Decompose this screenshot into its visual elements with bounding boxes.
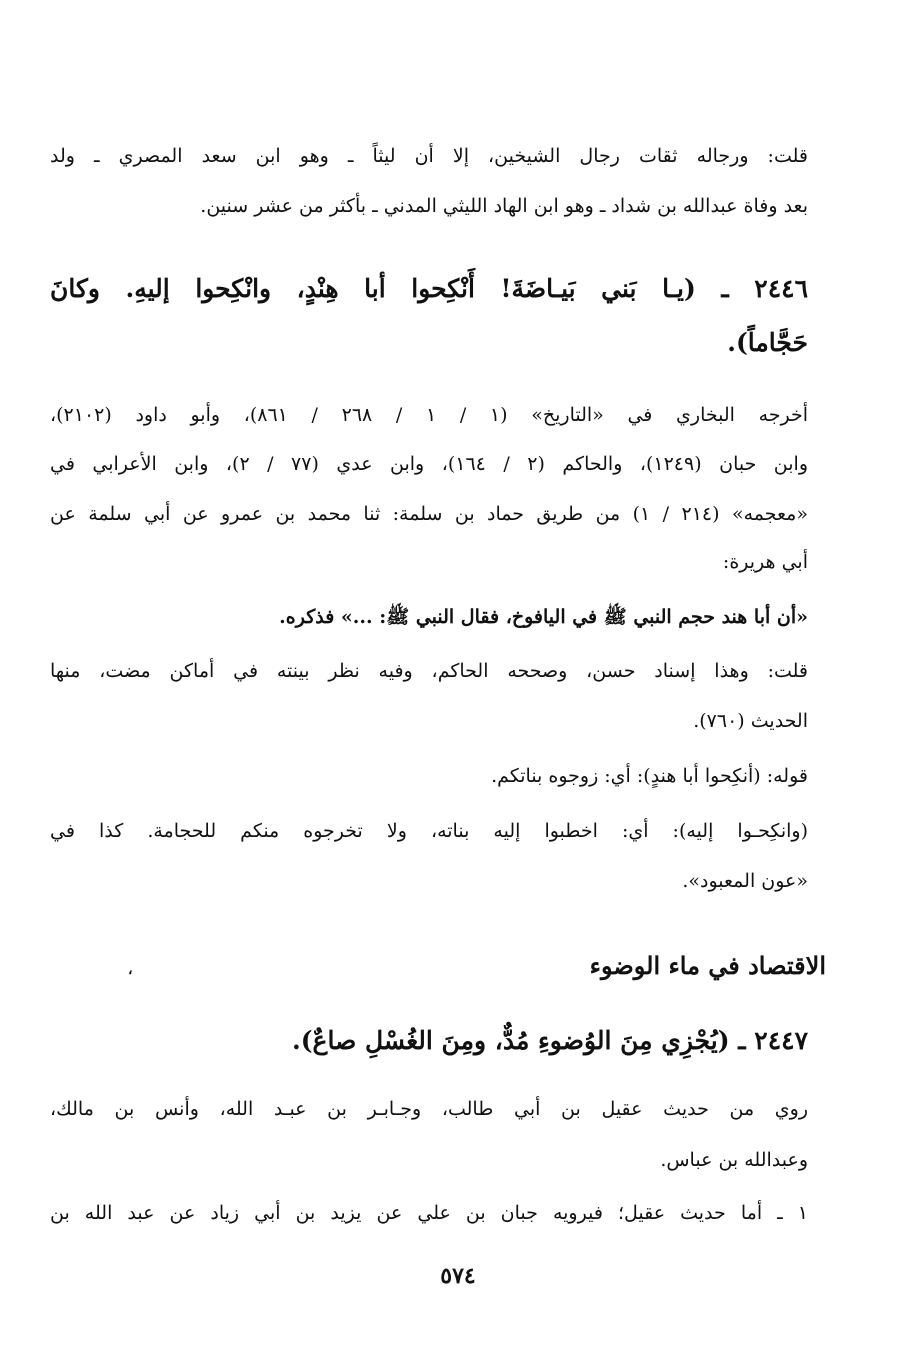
chapter-mark: ،: [128, 962, 133, 978]
text-line: الحديث (٧٦٠).: [693, 710, 808, 732]
text-line: قوله: (أنكِحوا أبا هندٍ): أي: زوجوه بناتكم.: [491, 765, 808, 787]
hadith-heading-2447: ٢٤٤٧ ـ (يُجْزِي مِنَ الوُضوءِ مُدٌّ، ومِنَ الغُسْلِ صاعٌ).: [292, 1026, 808, 1055]
text-line: قلت: وهذا إسناد حسن، وصححه الحاكم، وفيه نظر بينته في أماكن مضت، منها: [50, 660, 808, 682]
text-line: قلت: ورجاله ثقات رجال الشيخين، إلا أن ليثاً ـ وهو ابن سعد المصري ـ ولد: [50, 145, 808, 167]
text-line: روي من حديث عقيل بن أبي طالب، وجـابـر بن عبـد الله، وأنس بن مالك،: [50, 1098, 808, 1120]
text-line: وابن حبان (١٢٤٩)، والحاكم (٢ / ١٦٤)، وابن عدي (٧٧ / ٢)، وابن الأعرابي في: [50, 453, 809, 475]
text-line: ١ ـ أما حديث عقيل؛ فيرويه جبان بن علي عن يزيد بن أبي زياد عن عبد الله بن: [50, 1202, 808, 1224]
text-line: بعد وفاة عبدالله بن شداد ـ وهو ابن الهاد الليثي المدني ـ بأكثر من عشر سنين.: [200, 195, 808, 217]
text-line: (وانكِحـوا إليه): أي: اخطبوا إليه بناته، ولا تخرجوه منكم للحجامة. كذا في: [50, 820, 808, 842]
chapter-title: الاقتصاد في ماء الوضوء: [589, 951, 826, 980]
text-line: أبي هريرة:: [722, 551, 808, 573]
hadith-heading-2446: ٢٤٤٦ ـ (يـا بَني بَيـاضَةَ! أَنْكِحوا أبا هِنْدٍ، وانْكِحوا إليهِ. وكانَ: [50, 274, 808, 303]
book-page: [50, 0, 808, 1358]
text-line: «معجمه» (٢١٤ / ١) من طريق حماد بن سلمة: ثنا محمد بن عمرو عن أبي سلمة عن: [50, 503, 808, 525]
text-line: أخرجه البخاري في «التاريخ» (١ / ١ / ٢٦٨ / ٨٦١)، وأبو داود (٢١٠٢)،: [50, 404, 809, 426]
text-line: وعبدالله بن عباس.: [660, 1149, 808, 1171]
text-line: «عون المعبود».: [682, 870, 808, 892]
page-number: ٥٧٤: [440, 1263, 476, 1289]
hadith-heading-2446-end: حَجَّاماً).: [727, 328, 808, 357]
quoted-report: «أن أبا هند حجم النبي ﷺ في اليافوخ، فقال النبي ﷺ: ...» فذكره.: [279, 606, 808, 628]
